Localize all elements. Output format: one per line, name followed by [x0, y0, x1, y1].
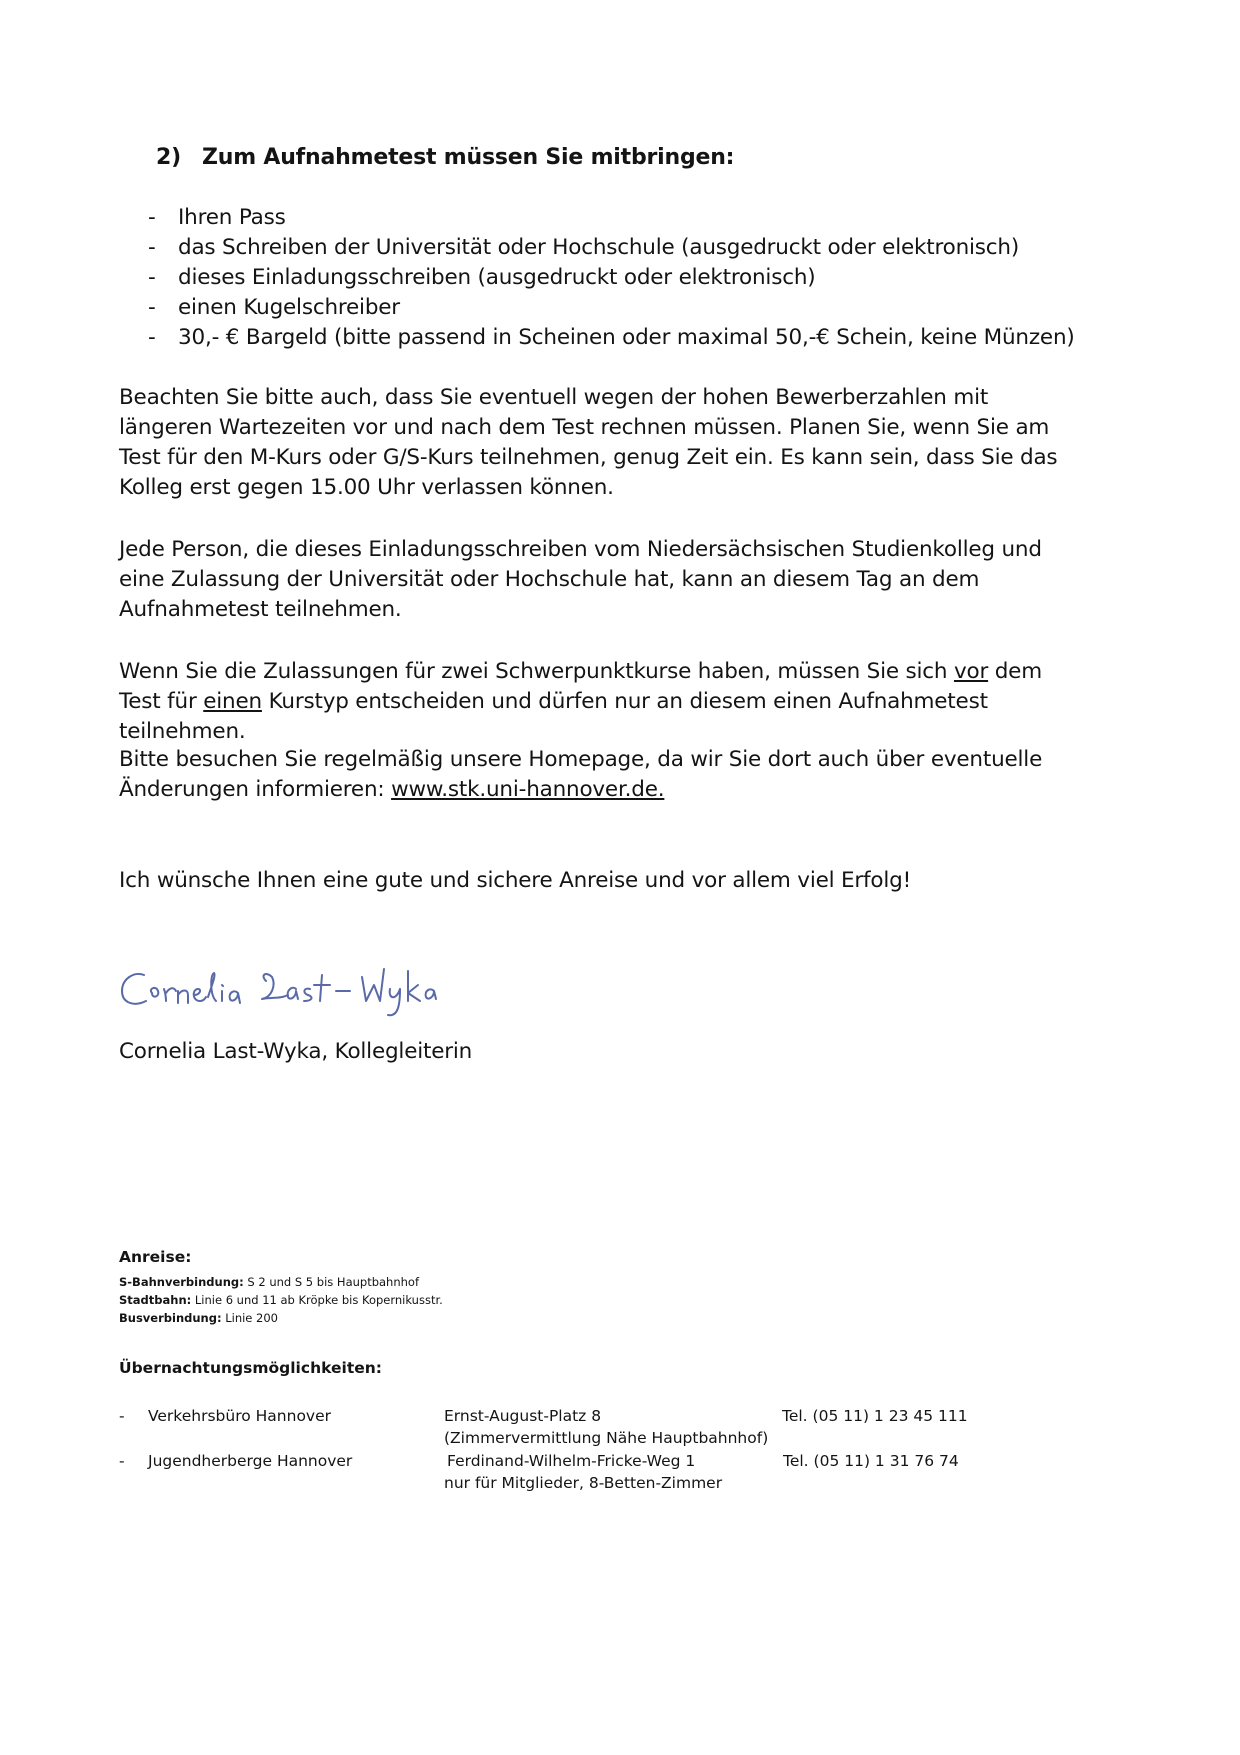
text-segment: Bitte besuchen Sie regelmäßig unsere Homepage, da wir Sie dort auch über eventuelle Änderungen informieren:: [119, 747, 1043, 802]
list-marker: -: [148, 205, 156, 230]
paragraph-text: Beachten Sie bitte auch, dass Sie eventuell wegen der hohen Bewerberzahlen mit längeren Wartezeiten vor und nach dem Test rechnen müssen. Planen Sie, wenn Sie am Test für den M-Kurs oder G/S-Kurs teilnehmen, genug Zeit ein. Es kann sein, dass Sie das Kolleg erst gegen 15.00 Uhr verlassen können.: [119, 385, 1058, 500]
lodging-marker: -: [119, 1452, 125, 1470]
list-item: [148, 323, 1075, 353]
handwritten-signature: [116, 945, 476, 1029]
travel-label: Busverbindung:: [119, 1311, 222, 1325]
travel-value: Linie 200: [225, 1311, 278, 1325]
travel-line: [119, 1273, 443, 1291]
lodging-note: (Zimmervermittlung Nähe Hauptbahnhof): [444, 1429, 769, 1447]
list-marker: -: [148, 265, 156, 290]
list-item: [148, 263, 1075, 293]
underlined-word: einen: [203, 689, 262, 714]
paragraph-eligibility: [119, 535, 1079, 625]
text-segment: dem Test für: [119, 659, 1042, 714]
travel-title: Anreise:: [119, 1248, 192, 1266]
lodging-address: Ferdinand-Wilhelm-Fricke-Weg 1: [447, 1452, 696, 1470]
list-item-text: 30,- € Bargeld (bitte passend in Scheinen oder maximal 50,-€ Schein, keine Münzen): [178, 325, 1075, 350]
paragraph-text: Ich wünsche Ihnen eine gute und sichere Anreise und vor allem viel Erfolg!: [119, 868, 912, 893]
travel-label: S-Bahnverbindung:: [119, 1275, 244, 1289]
text-segment: Kurstyp entscheiden und dürfen nur an diesem einen Aufnahmetest teilnehmen.: [119, 689, 988, 744]
required-items-list: [148, 203, 1075, 353]
travel-line: [119, 1309, 443, 1327]
lodging-title: Übernachtungsmöglichkeiten:: [119, 1359, 382, 1377]
text-segment: Wenn Sie die Zulassungen für zwei Schwerpunktkurse haben, müssen Sie sich: [119, 659, 954, 684]
list-item-text: das Schreiben der Universität oder Hochschule (ausgedruckt oder elektronisch): [178, 235, 1020, 260]
list-marker: -: [148, 295, 156, 320]
travel-label: Stadtbahn:: [119, 1293, 192, 1307]
paragraph-text: [119, 657, 1079, 747]
lodging-phone: Tel. (05 11) 1 31 76 74: [783, 1452, 959, 1470]
paragraph-text: Jede Person, die dieses Einladungsschreiben vom Niedersächsischen Studienkolleg und eine Zulassung der Universität oder Hochschule hat, kann an diesem Tag an dem Aufnahmetest teilnehmen.: [119, 537, 1042, 622]
list-item-text: dieses Einladungsschreiben (ausgedruckt oder elektronisch): [178, 265, 816, 290]
travel-value: S 2 und S 5 bis Hauptbahnhof: [247, 1275, 420, 1289]
travel-lines: [119, 1273, 443, 1327]
list-item-text: Ihren Pass: [178, 205, 286, 230]
list-item-text: einen Kugelschreiber: [178, 295, 400, 320]
underlined-word: vor: [953, 659, 989, 684]
homepage-link[interactable]: www.stk.uni-hannover.de.: [391, 777, 665, 802]
lodging-name: Jugendherberge Hannover: [148, 1452, 353, 1470]
section-title: Zum Aufnahmetest müssen Sie mitbringen:: [202, 145, 735, 170]
list-item: [148, 233, 1075, 263]
lodging-marker: -: [119, 1407, 125, 1425]
signature-graphic: [116, 945, 476, 1025]
lodging-address: Ernst-August-Platz 8: [444, 1407, 602, 1425]
section-heading: [156, 143, 734, 173]
list-item: [148, 293, 1075, 323]
travel-value: Linie 6 und 11 ab Kröpke bis Kopernikusstr.: [194, 1293, 443, 1307]
paragraph-homepage: [119, 745, 1079, 805]
lodging-name: Verkehrsbüro Hannover: [148, 1407, 332, 1425]
list-marker: -: [148, 325, 156, 350]
list-item: [148, 203, 1075, 233]
section-number: 2): [156, 145, 181, 170]
signer-name-text: Cornelia Last-Wyka, Kollegleiterin: [119, 1039, 473, 1064]
list-marker: -: [148, 235, 156, 260]
travel-line: [119, 1291, 443, 1309]
paragraph-text: [119, 745, 1079, 805]
paragraph-waiting-times: [119, 383, 1079, 503]
paragraph-course-choice: [119, 657, 1079, 747]
paragraph-closing: [119, 866, 1079, 896]
lodging-note: nur für Mitglieder, 8-Betten-Zimmer: [444, 1474, 723, 1492]
signer-name: [119, 1037, 1079, 1067]
lodging-phone: Tel. (05 11) 1 23 45 111: [782, 1407, 968, 1425]
